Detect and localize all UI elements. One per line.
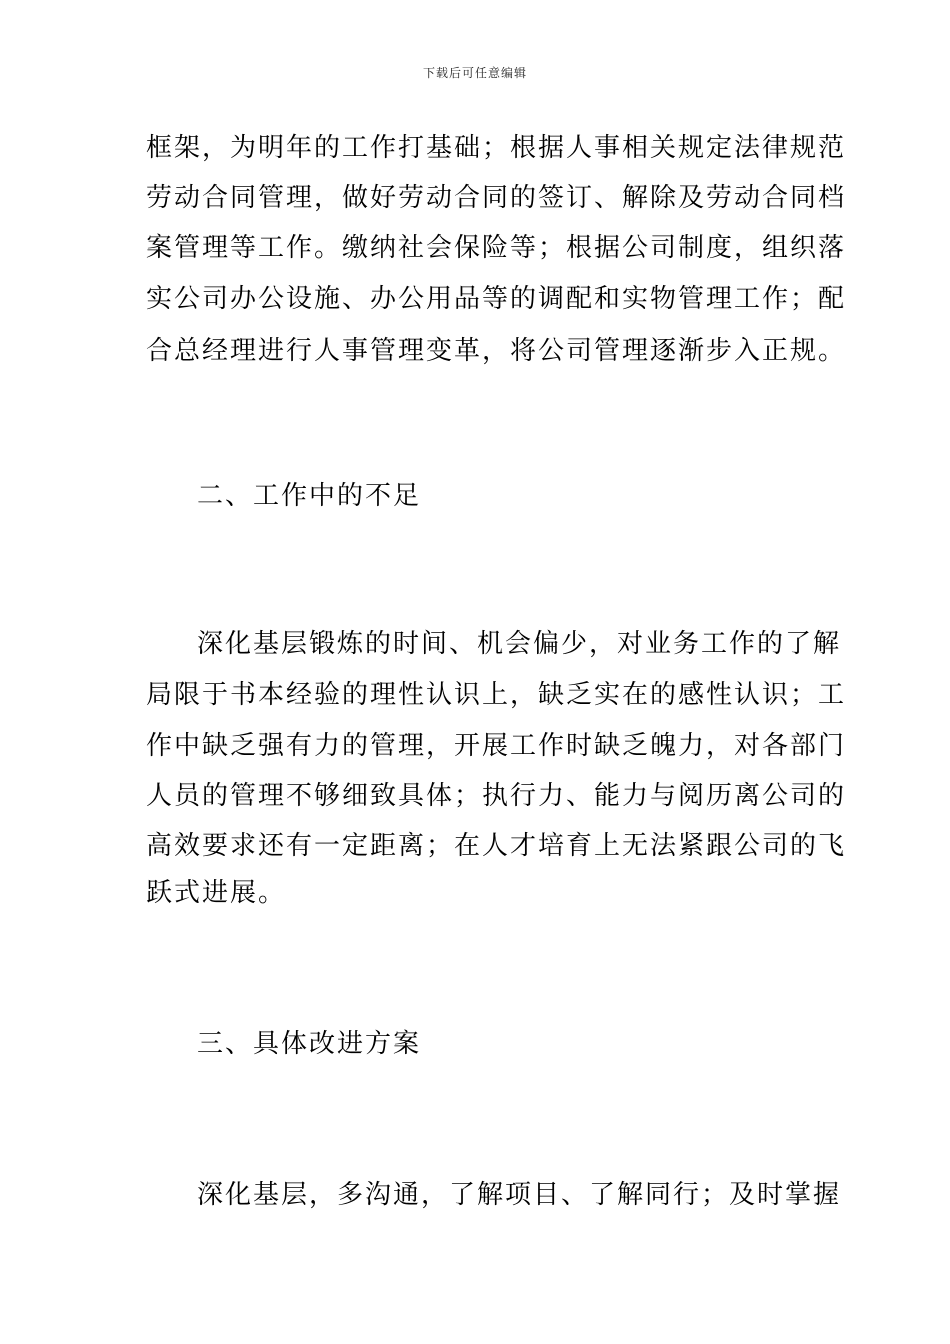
paragraph-line: 合总经理进行人事管理变革，将公司管理逐渐步入正规。 bbox=[146, 336, 847, 366]
section-heading: 三、具体改进方案 bbox=[197, 1029, 422, 1059]
paragraph-line: 局限于书本经验的理性认识上，缺乏实在的感性认识；工 bbox=[146, 680, 847, 710]
paragraph-line: 框架，为明年的工作打基础；根据人事相关规定法律规范 bbox=[146, 133, 847, 163]
paragraph-line: 人员的管理不够细致具体；执行力、能力与阅历离公司的 bbox=[146, 781, 847, 811]
paragraph-line: 作中缺乏强有力的管理，开展工作时缺乏魄力，对各部门 bbox=[146, 731, 847, 761]
paragraph-line: 深化基层，多沟通，了解项目、了解同行；及时掌握 bbox=[197, 1180, 842, 1210]
paragraph-line: 劳动合同管理，做好劳动合同的签订、解除及劳动合同档 bbox=[146, 183, 847, 213]
section-heading: 二、工作中的不足 bbox=[197, 481, 422, 511]
paragraph-line: 高效要求还有一定距离；在人才培育上无法紧跟公司的飞 bbox=[146, 831, 847, 861]
paragraph-line: 深化基层锻炼的时间、机会偏少，对业务工作的了解 bbox=[197, 629, 842, 659]
paragraph-line: 跃式进展。 bbox=[146, 878, 287, 908]
paragraph-line: 实公司办公设施、办公用品等的调配和实物管理工作；配 bbox=[146, 284, 847, 314]
paragraph-line: 案管理等工作。缴纳社会保险等；根据公司制度，组织落 bbox=[146, 233, 847, 263]
page-header-note: 下载后可任意编辑 bbox=[422, 66, 527, 80]
